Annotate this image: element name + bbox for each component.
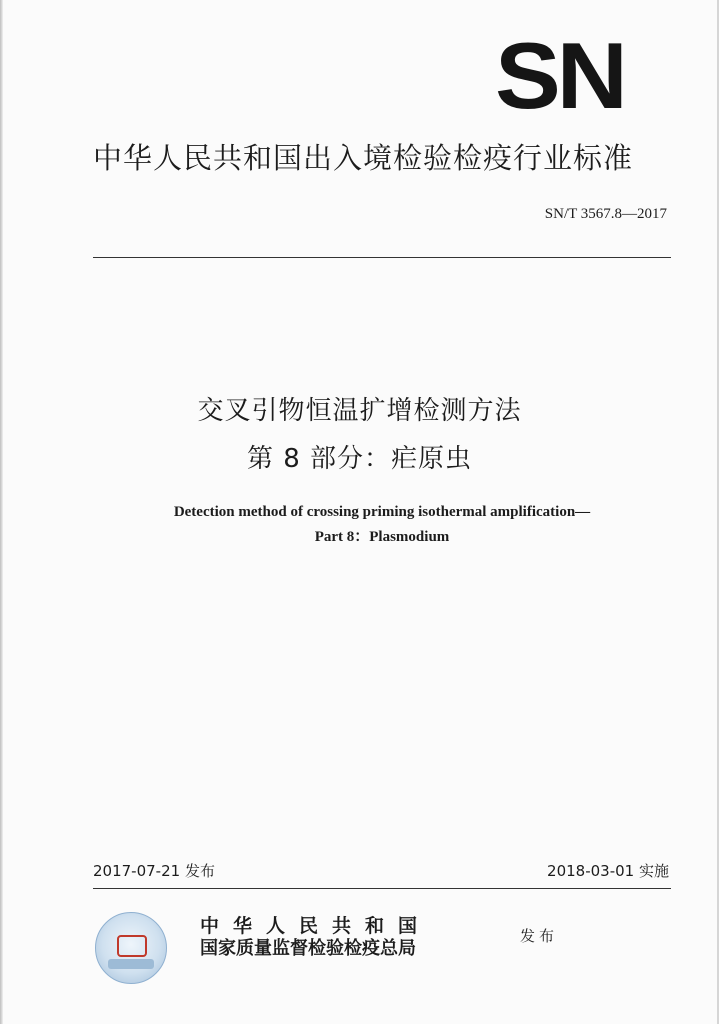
bottom-divider <box>93 888 671 889</box>
seal-emblem <box>117 935 147 957</box>
issue-date: 2017-07-21 发布 <box>93 862 215 880</box>
standard-category: 中华人民共和国出入境检验检疫行业标准 <box>93 141 634 175</box>
implementation-date: 2018-03-01 实施 <box>547 862 669 880</box>
top-divider <box>93 257 671 258</box>
title-english-line2: Part 8：Plasmodium <box>314 529 450 545</box>
seal-band <box>108 959 154 969</box>
title-chinese-line2: 第 8 部分：疟原虫 <box>246 444 473 474</box>
title-chinese-line1: 交叉引物恒温扩增检测方法 <box>197 396 522 426</box>
sn-logo: SN <box>495 23 624 128</box>
publish-label: 发布 <box>520 927 559 945</box>
title-english-line1: Detection method of crossing priming isothermal amplification— <box>173 504 591 520</box>
issuer-agency: 国家质量监督检验检疫总局 <box>200 938 416 959</box>
anti-counterfeit-seal-icon <box>95 912 167 984</box>
issuer-country: 中华人民共和国 <box>200 915 432 937</box>
standard-number: SN/T 3567.8—2017 <box>544 206 667 222</box>
